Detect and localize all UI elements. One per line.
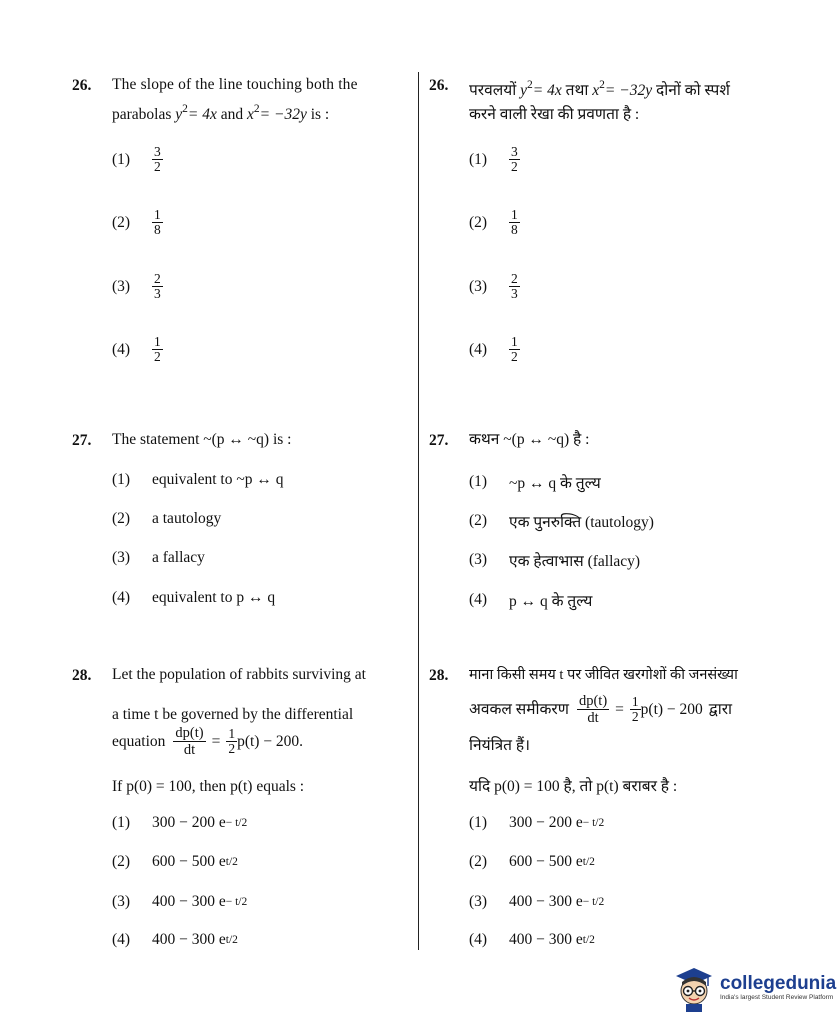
option-3[interactable]: (3) $\frac{2}{3}$ xyxy=(469,271,518,301)
option-3[interactable]: (3) a fallacy xyxy=(112,549,205,566)
option-1[interactable]: (1) 300 − 200 e − t/2 xyxy=(112,814,248,831)
column-divider xyxy=(418,72,419,950)
option-1[interactable]: (1) $\frac{3}{2}$ xyxy=(469,144,518,174)
question-26-text-hi xyxy=(469,73,769,127)
option-2[interactable]: (2) $\frac{1}{8}$ xyxy=(112,207,161,237)
option-3[interactable]: (3) 400 − 300 e − t/2 xyxy=(469,893,605,910)
question-number: 26. xyxy=(72,77,92,94)
question-28-equation: equation $\frac{dp(t)}{dt}$ = $\frac{1}{2}$ p(t) − 200. xyxy=(112,725,304,758)
question-26-line2: parabolas $y^2= 4x$ and $x^2= -32y$ is : xyxy=(112,103,330,123)
question-number: 27. xyxy=(72,432,92,449)
option-1[interactable]: (1) 300 − 200 e − t/2 xyxy=(469,814,605,831)
fraction: $\frac{1}{8}$ xyxy=(154,207,161,237)
fraction: $\frac{2}{3}$ xyxy=(154,271,161,301)
question-26-line2-hi: करने वाली रेखा की प्रवणता है : xyxy=(469,106,640,123)
question-number: 26. xyxy=(429,77,449,94)
option-4[interactable]: (4) 400 − 300 e t/2 xyxy=(469,931,595,948)
logo-text xyxy=(720,974,836,1002)
logo-tagline: India's largest Student Review Platform xyxy=(720,994,834,1001)
option-2[interactable]: (2) $\frac{1}{8}$ xyxy=(469,207,518,237)
question-28-line2: a time t be governed by the differential xyxy=(112,706,354,723)
option-4[interactable]: (4) p ↔ q के तुल्य xyxy=(469,591,593,610)
question-number: 27. xyxy=(429,432,449,449)
option-3[interactable]: (3) एक हेत्वाभास (fallacy) xyxy=(469,551,641,570)
fraction: $\frac{2}{3}$ xyxy=(511,271,518,301)
option-4[interactable]: (4) $\frac{1}{2}$ xyxy=(112,334,161,364)
question-26-line1-hi: परवलयों $y^2= 4x$ तथा $x^2= -32y$ दोनों को स्पर्श xyxy=(469,79,730,99)
fraction: $\frac{1}{2}$ xyxy=(154,334,161,364)
question-28-line1: Let the population of rabbits surviving at xyxy=(112,666,366,683)
logo-title: collegedunia xyxy=(720,973,837,994)
option-1[interactable]: (1) equivalent to ~p ↔ q xyxy=(112,471,284,488)
fraction: $\frac{3}{2}$ xyxy=(511,144,518,174)
mascot-icon xyxy=(672,964,716,1012)
option-4[interactable]: (4) $\frac{1}{2}$ xyxy=(469,334,518,364)
fraction: $\frac{3}{2}$ xyxy=(154,144,161,174)
question-number: 28. xyxy=(72,667,92,684)
question-26-line1: The slope of the line touching both the xyxy=(112,76,358,93)
fraction: $\frac{1}{2}$ xyxy=(511,334,518,364)
collegedunia-logo[interactable] xyxy=(672,964,836,1012)
question-28-line1-hi: माना किसी समय t पर जीवित खरगोशों की जनसंख्या xyxy=(469,667,738,683)
option-4[interactable]: (4) 400 − 300 e t/2 xyxy=(112,931,238,948)
option-2[interactable]: (2) एक पुनरुक्ति (tautology) xyxy=(469,512,654,531)
option-1[interactable]: (1) ~p ↔ q के तुल्य xyxy=(469,473,601,492)
fraction: $\frac{1}{8}$ xyxy=(511,207,518,237)
question-28-equation-hi: अवकल समीकरण $\frac{dp(t)}{dt}$ = $\frac{1}{2}$ p(t) − 200 द्वारा xyxy=(469,693,733,726)
option-2[interactable]: (2) 600 − 500 e t/2 xyxy=(112,853,238,870)
option-2[interactable]: (2) 600 − 500 e t/2 xyxy=(469,853,595,870)
option-4[interactable]: (4) equivalent to p ↔ q xyxy=(112,589,276,606)
question-28-line4: If p(0) = 100, then p(t) equals : xyxy=(112,778,305,795)
question-26-text-en xyxy=(112,73,409,127)
option-3[interactable]: (3) 400 − 300 e − t/2 xyxy=(112,893,248,910)
option-3[interactable]: (3) $\frac{2}{3}$ xyxy=(112,271,161,301)
option-1[interactable]: (1) $\frac{3}{2}$ xyxy=(112,144,161,174)
option-2[interactable]: (2) a tautology xyxy=(112,510,222,527)
question-28-line4-hi: यदि p(0) = 100 है, तो p(t) बराबर है : xyxy=(469,778,678,795)
question-number: 28. xyxy=(429,667,449,684)
question-27-text-en: The statement ~(p ↔ ~q) is : xyxy=(112,431,292,448)
question-28-line3-hi: नियंत्रित हैं। xyxy=(469,737,530,754)
question-27-text-hi: कथन ~(p ↔ ~q) है : xyxy=(469,431,590,448)
